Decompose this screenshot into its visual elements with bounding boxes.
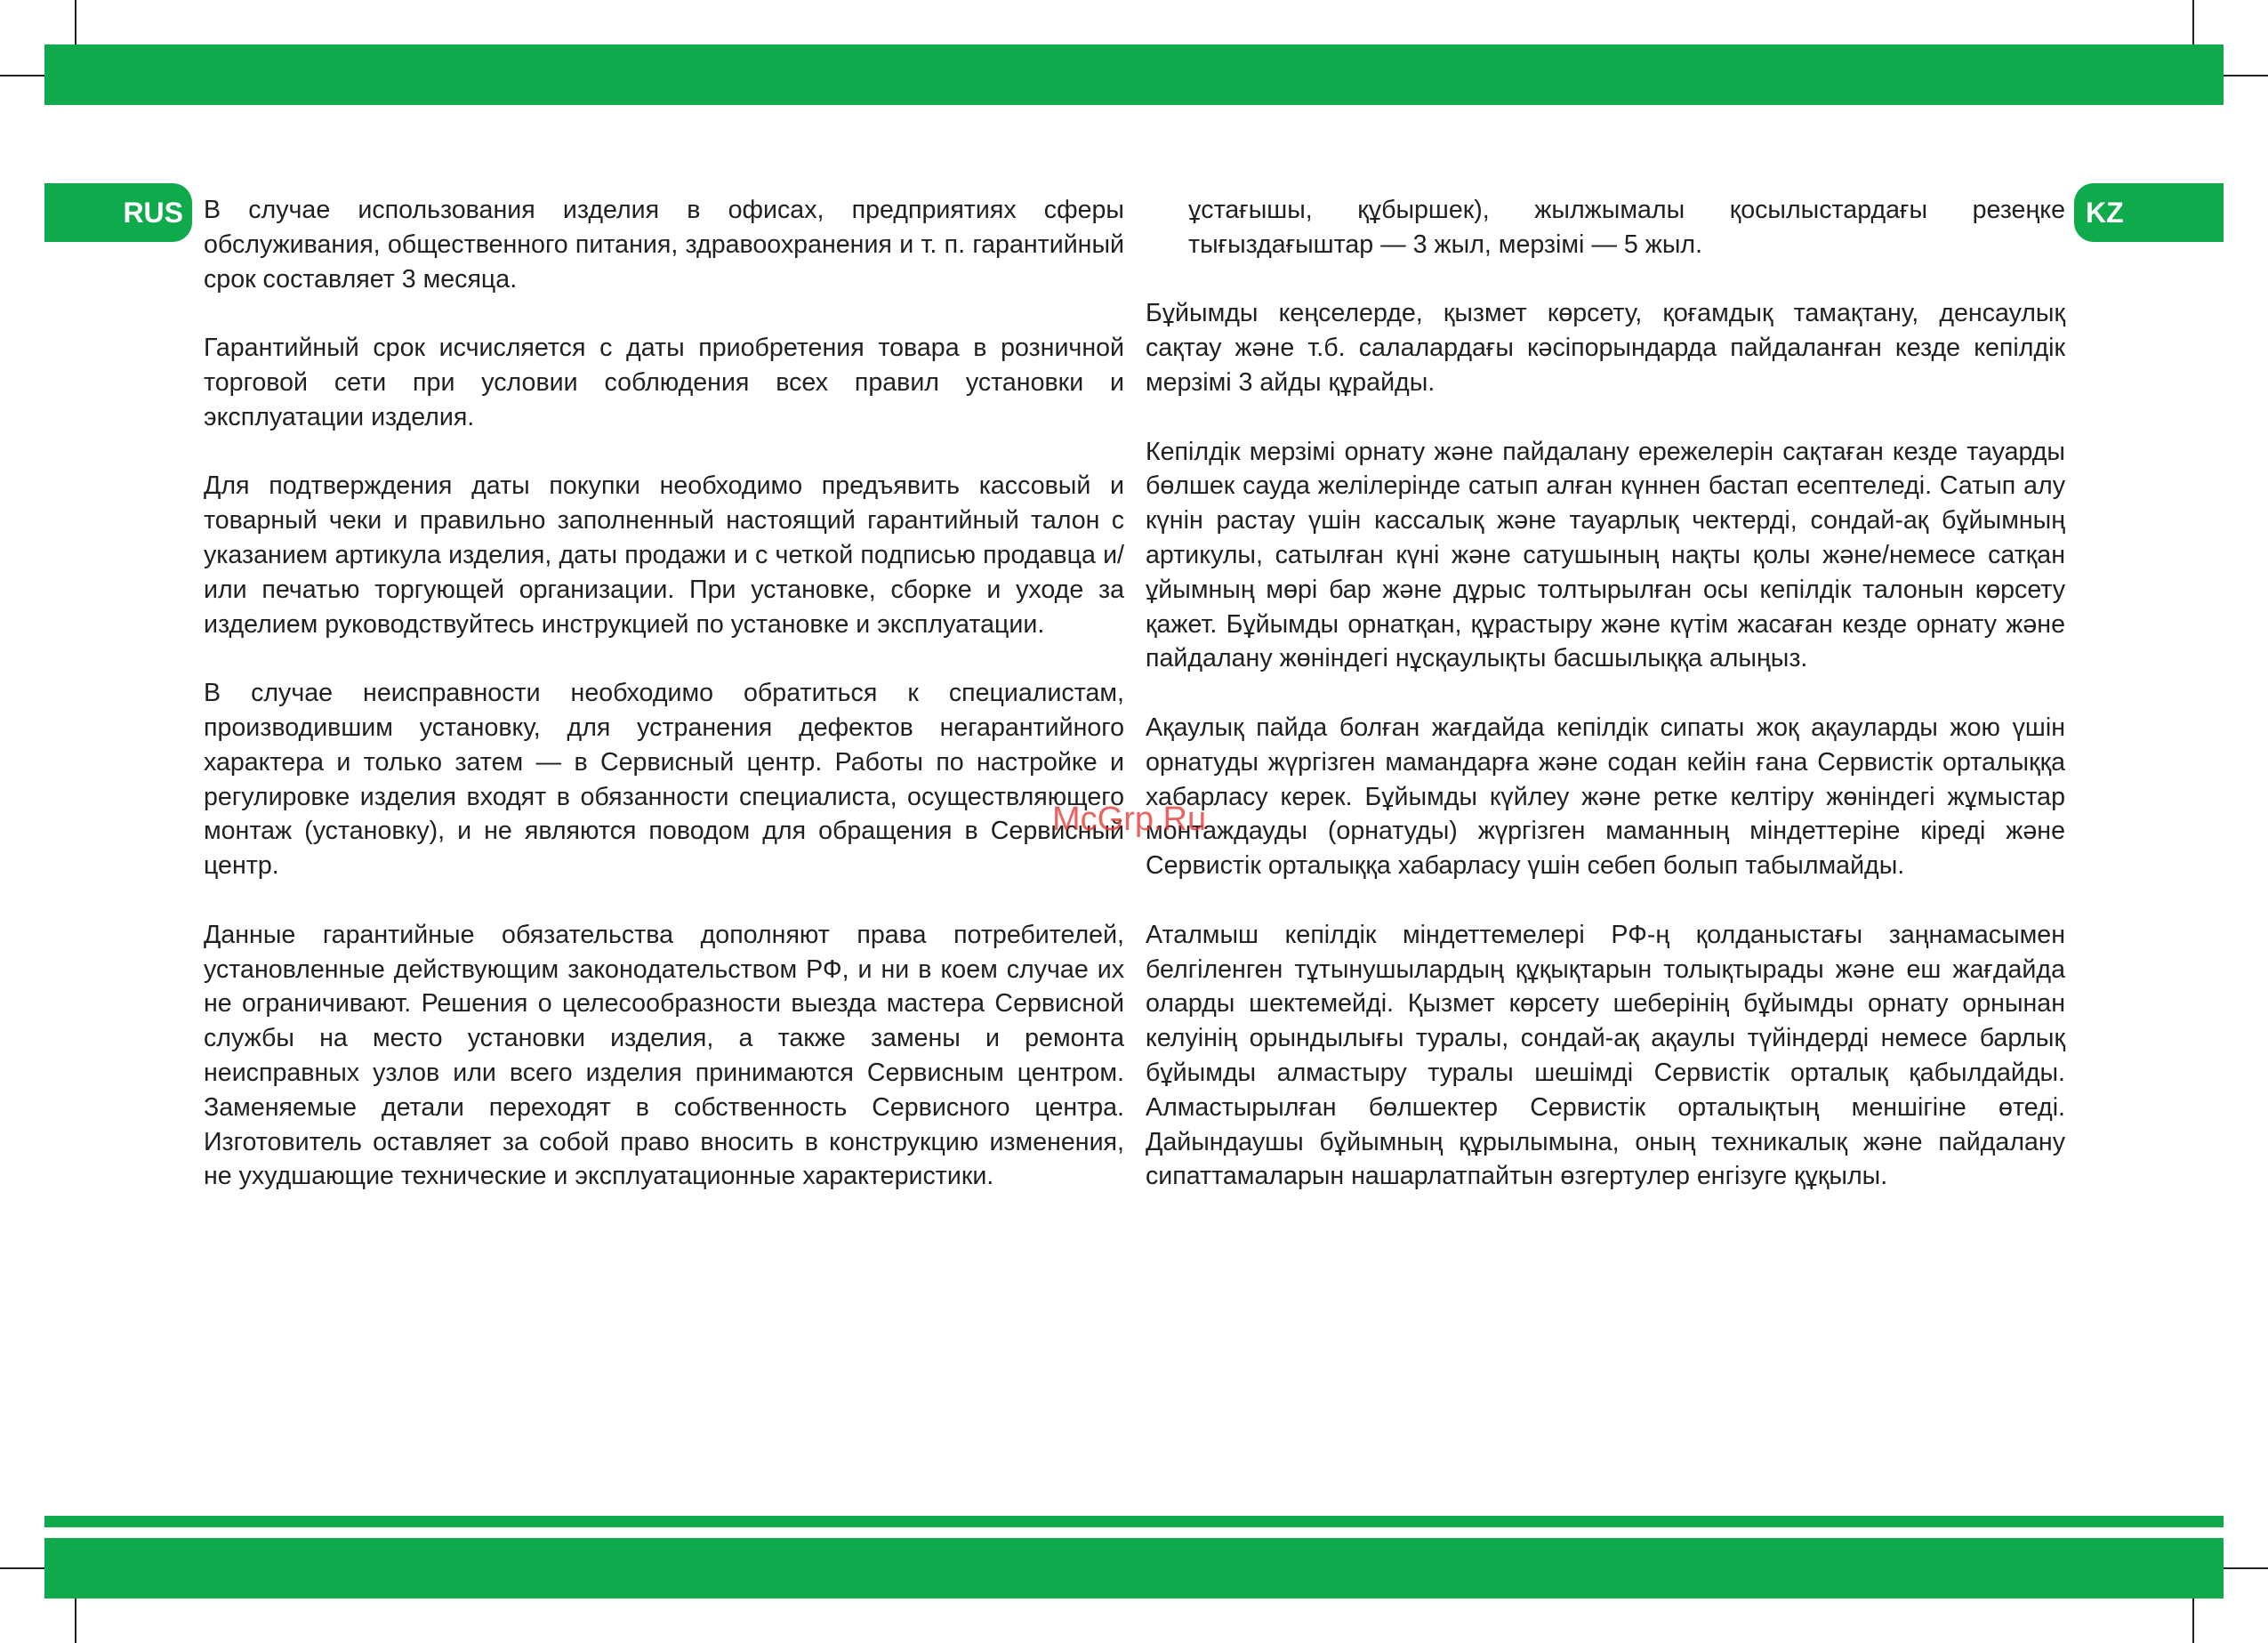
header-band <box>44 44 2224 105</box>
kz-text-column <box>1146 193 2065 1228</box>
crop-mark <box>75 1594 76 1643</box>
rus-paragraph: Для подтверждения даты покупки необходимо предъявить кассовый и товарный чеки и правильно заполненный настоящий гарантийный талон с указанием артикула изделия, даты продажи и с четкой подписью продавца и/или печатью торгующей организации. При установке, сборке и уходе за изделием руководствуйтесь инструкцией по установке и эксплуатации. <box>204 471 1124 639</box>
watermark: McGrp.Ru <box>1052 801 1207 838</box>
rus-paragraph: Данные гарантийные обязательства дополняют права потребителей, установленные действующим законодательством РФ, и ни в коем случае их не ограничивают. Решения о целесообразности выезда мастера Сервисной службы на место установки изделия, а также замены и ремонта неисправных узлов или всего изделия принимаются Сервисным центром. Заменяемые детали переходят в собственность Сервисного центра. Изготовитель оставляет за собой право вносить в конструкцию изменения, не ухудшающие технические и эксплуатационные характеристики. <box>204 920 1124 1191</box>
footer-band <box>44 1538 2224 1599</box>
crop-mark <box>2219 1567 2268 1569</box>
kz-paragraph: Ақаулық пайда болған жағдайда кепілдік сипаты жоқ ақауларды жою үшін орнатуды жүргізген мамандарға және содан кейін ғана Сервистік орталыққа хабарласу керек. Бұйымды күйлеу және ретке келтіру жөніндегі жұмыстар монтаждауды (орнатуды) жүргізген маманның міндеттеріне кіреді және Сервистік орталыққа хабарласу үшін себеп болып табылмайды. <box>1146 713 2065 881</box>
language-tab-kz: KZ <box>2074 183 2224 242</box>
crop-mark <box>2192 0 2194 49</box>
rus-paragraph: В случае неисправности необходимо обратиться к специалистам, производившим установку, для устранения дефектов негарантийного характера и только затем — в Сервисный центр. Работы по настройке и регулировке изделия входят в обязанности специалиста, осуществляющего монтаж (установку), и не являются поводом для обращения в Сервисный центр. <box>204 679 1124 881</box>
rus-paragraph: Гарантийный срок исчисляется с даты приобретения товара в розничной торговой сети при условии соблюдения всех правил установки и эксплуатации изделия. <box>204 334 1124 431</box>
crop-mark <box>75 0 76 49</box>
language-tab-rus: RUS <box>44 183 192 242</box>
crop-mark <box>0 1567 49 1569</box>
crop-mark <box>2192 1594 2194 1643</box>
kz-paragraph: Аталмыш кепілдік міндеттемелері РФ-ң қолданыстағы заңнамасымен белгіленген тұтынушылардың құқықтарын толықтырады және еш жағдайда оларды шектемейді. Қызмет көрсету шеберінің бұйымды орнату орнынан келуінің орындылығы туралы, сондай-ақ ақаулы түйіндерді немесе барлық бұйымды алмастыру туралы шешімді Сервистік орталық қабылдайды. Алмастырылған бөлшектер Сервистік орталықтың меншігіне өтеді. Дайындаушы бұйымның құрылымына, оның техникалық және пайдалану сипаттамаларын нашарлатпайтын өзгертулер енгізуге құқылы. <box>1146 920 2065 1191</box>
crop-mark <box>2219 75 2268 77</box>
footer-rule <box>44 1516 2224 1527</box>
kz-paragraph: Кепілдік мерзімі орнату және пайдалану ережелерін сақтаған кезде тауарды бөлшек сауда желілерінде сатып алған күннен бастап есептеледі. Сатып алу күнін растау үшін кассалық және тауарлық чектерді, сондай-ақ бұйымның артикулы, сатылған күні және сатушының нақты қолы және/немесе сатқан ұйымның мөрі бар және дұрыс толтырылған осы кепілдік талонын көрсету қажет. Бұйымды орнатқан, құрастыру және күтім жасаған кезде орнату және пайдалану жөніндегі нұсқаулықты басшылыққа алыңыз. <box>1146 437 2065 673</box>
rus-paragraph: В случае использования изделия в офисах, предприятиях сферы обслуживания, общественного питания, здравоохранения и т. п. гарантийный срок составляет 3 месяца. <box>204 196 1124 294</box>
kz-continuation-text: ұстағышы, құбыршек), жылжымалы қосылыстардағы резеңке тығыздағыштар — 3 жыл, мерзімі — 5 жыл. <box>1188 196 2065 259</box>
kz-paragraph: Бұйымды кеңселерде, қызмет көрсету, қоғамдық тамақтану, денсаулық сақтау және т.б. салалардағы кәсіпорындарда пайдаланған кезде кепілдік мерзімі 3 айды құрайды. <box>1146 299 2065 397</box>
rus-text-column <box>204 193 1124 1228</box>
crop-mark <box>0 75 49 77</box>
